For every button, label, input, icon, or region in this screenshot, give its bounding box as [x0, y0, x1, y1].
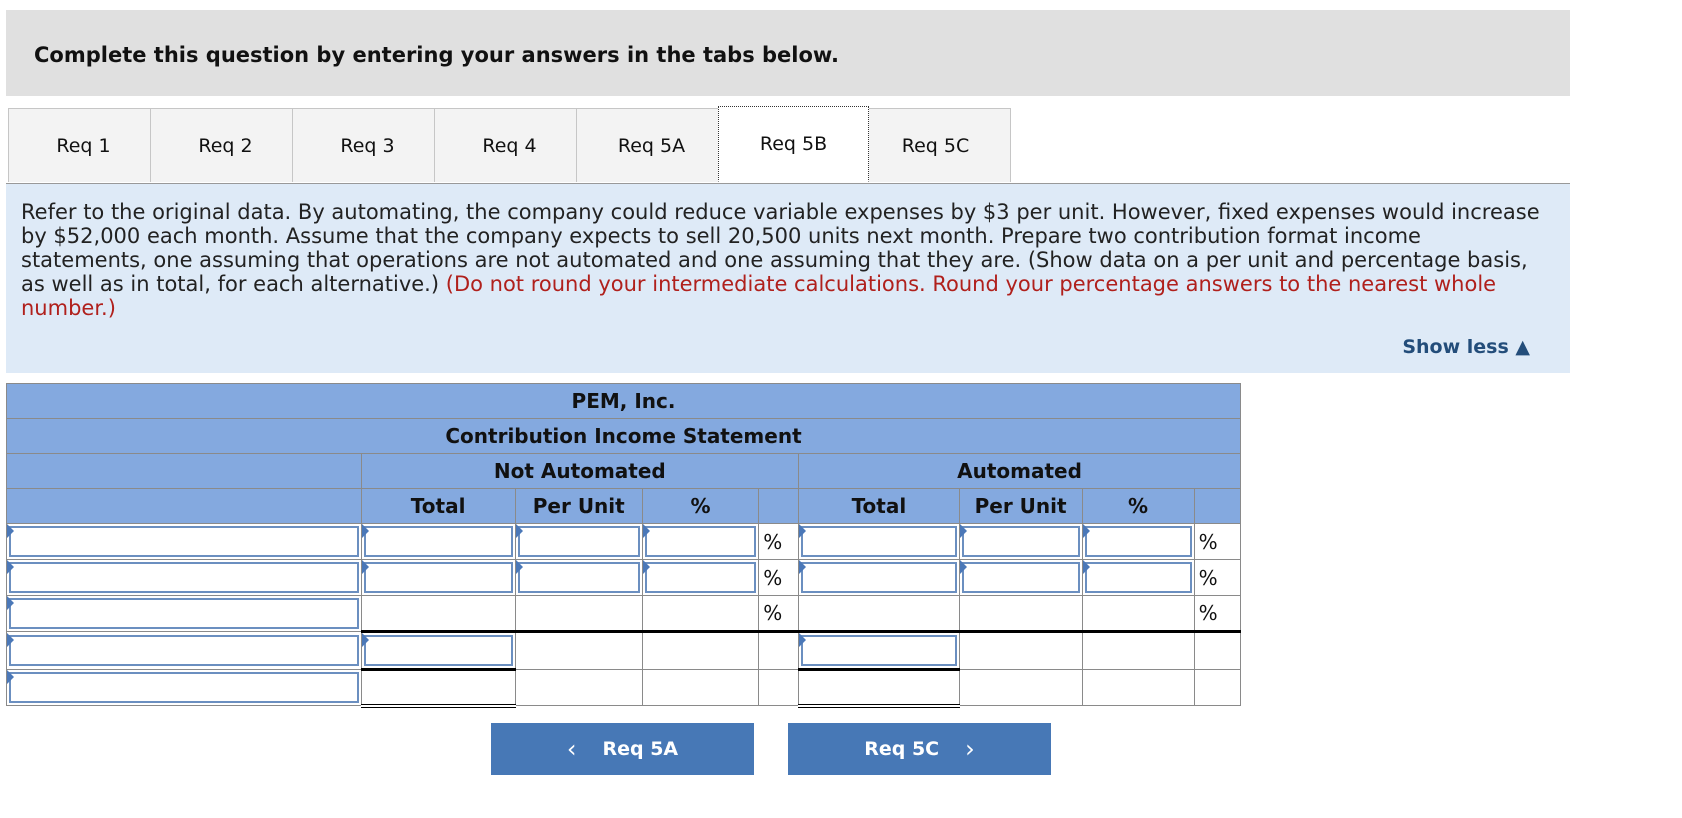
empty-cell: [642, 670, 758, 706]
empty-cell: [1194, 670, 1240, 706]
input-marker-icon: [7, 596, 14, 610]
row-label-input[interactable]: [9, 562, 359, 593]
tab-req-5c[interactable]: Req 5C: [860, 108, 1011, 182]
next-req-button[interactable]: [788, 723, 1051, 775]
input-marker-icon: [799, 633, 806, 647]
per-unit-input[interactable]: [962, 526, 1080, 557]
percent-sign: %: [759, 524, 799, 560]
per-unit-input[interactable]: [518, 526, 640, 557]
total-input[interactable]: [364, 526, 513, 557]
empty-cell: [759, 670, 799, 706]
total-input[interactable]: [801, 526, 957, 557]
statement-title: Contribution Income Statement: [7, 419, 1241, 454]
percent-sign: %: [759, 596, 799, 632]
tab-req-5a[interactable]: Req 5A: [576, 108, 727, 182]
input-marker-icon: [799, 524, 806, 538]
chevron-left-icon: ‹: [566, 735, 577, 763]
per-unit-input[interactable]: [518, 562, 640, 593]
table-row: [7, 524, 1241, 560]
instructions-body: Refer to the original data. By automating, the company could reduce variable expenses by $3 per unit. However, fixed expenses would increase by $52,000 each month. Assume that the company expects to sell 20,500 units next month. Prepare two contribution format income statements, one assuming that operations are not automated and one assuming that they are. (Show data on a per unit and percentage basis, as well as in total, for each alternative.): [21, 200, 1540, 296]
contribution-income-statement-table: [6, 383, 1241, 708]
tab-req-1[interactable]: Req 1: [8, 108, 159, 182]
empty-cell: [642, 632, 758, 670]
instructions-panel: [6, 184, 1570, 373]
show-less-link[interactable]: Show less ▲: [1402, 336, 1530, 358]
empty-cell: [515, 632, 642, 670]
col-total-automated: Total: [799, 489, 960, 524]
row-label-input[interactable]: [9, 598, 359, 629]
empty-cell: [959, 670, 1082, 706]
empty-cell: [759, 632, 799, 670]
company-name: PEM, Inc.: [7, 384, 1241, 419]
chevron-right-icon: ›: [965, 735, 975, 763]
input-marker-icon: [643, 560, 650, 574]
total-input[interactable]: [364, 635, 513, 666]
percent-input[interactable]: [1085, 526, 1192, 557]
computed-cell: [799, 596, 960, 632]
empty-cell: [959, 632, 1082, 670]
empty-cell: [1194, 632, 1240, 670]
percent-input[interactable]: [645, 562, 756, 593]
input-marker-icon: [516, 560, 523, 574]
header-blank-cell: [759, 489, 799, 524]
input-marker-icon: [643, 524, 650, 538]
table-row: [7, 560, 1241, 596]
table-row: [7, 670, 1241, 706]
col-total-not-automated: Total: [361, 489, 515, 524]
percent-input[interactable]: [645, 526, 756, 557]
computed-cell: [1082, 596, 1194, 632]
input-marker-icon: [960, 524, 967, 538]
percent-input[interactable]: [1085, 562, 1192, 593]
input-marker-icon: [516, 524, 523, 538]
tab-req-3[interactable]: Req 3: [292, 108, 443, 182]
col-per-unit-automated: Per Unit: [959, 489, 1082, 524]
table-row: [7, 632, 1241, 670]
input-marker-icon: [7, 633, 14, 647]
tab-req-5b[interactable]: Req 5B: [718, 106, 869, 182]
row-label-input[interactable]: [9, 672, 359, 703]
header-title: Complete this question by entering your answers in the tabs below.: [34, 43, 839, 67]
empty-cell: [1082, 632, 1194, 670]
computed-cell: [515, 596, 642, 632]
net-income-cell: [799, 670, 960, 706]
input-marker-icon: [7, 670, 14, 684]
col-per-unit-not-automated: Per Unit: [515, 489, 642, 524]
percent-sign: %: [1194, 596, 1240, 632]
col-pct-automated: %: [1082, 489, 1194, 524]
input-marker-icon: [362, 524, 369, 538]
input-marker-icon: [362, 560, 369, 574]
percent-sign: %: [1194, 524, 1240, 560]
header-blank-cell: [7, 454, 362, 489]
empty-cell: [515, 670, 642, 706]
prev-req-button[interactable]: [491, 723, 754, 775]
percent-sign: %: [759, 560, 799, 596]
computed-cell: [959, 596, 1082, 632]
group-not-automated: Not Automated: [361, 454, 799, 489]
total-input[interactable]: [364, 562, 513, 593]
table-row: [7, 596, 1241, 632]
input-marker-icon: [7, 524, 14, 538]
computed-cell: [361, 596, 515, 632]
group-automated: Automated: [799, 454, 1241, 489]
input-marker-icon: [1083, 560, 1090, 574]
instructions-rounding-note: (Do not round your intermediate calculations. Round your percentage answers to the nearest whole number.): [21, 272, 1497, 320]
tab-bar: [8, 108, 1570, 184]
input-marker-icon: [1083, 524, 1090, 538]
per-unit-input[interactable]: [962, 562, 1080, 593]
input-marker-icon: [799, 560, 806, 574]
tab-req-4[interactable]: Req 4: [434, 108, 585, 182]
question-header: [6, 10, 1570, 96]
total-input[interactable]: [801, 635, 957, 666]
input-marker-icon: [362, 633, 369, 647]
total-input[interactable]: [801, 562, 957, 593]
row-label-input[interactable]: [9, 526, 359, 557]
computed-cell: [642, 596, 758, 632]
prev-req-label: Req 5A: [602, 738, 679, 760]
empty-cell: [1082, 670, 1194, 706]
percent-sign: %: [1194, 560, 1240, 596]
row-label-input[interactable]: [9, 635, 359, 666]
input-marker-icon: [7, 560, 14, 574]
header-blank-cell: [1194, 489, 1240, 524]
input-marker-icon: [960, 560, 967, 574]
instructions-text: [21, 200, 1551, 320]
col-pct-not-automated: %: [642, 489, 758, 524]
tab-req-2[interactable]: Req 2: [150, 108, 301, 182]
next-req-label: Req 5C: [864, 738, 940, 760]
net-income-cell: [361, 670, 515, 706]
header-blank-cell: [7, 489, 362, 524]
